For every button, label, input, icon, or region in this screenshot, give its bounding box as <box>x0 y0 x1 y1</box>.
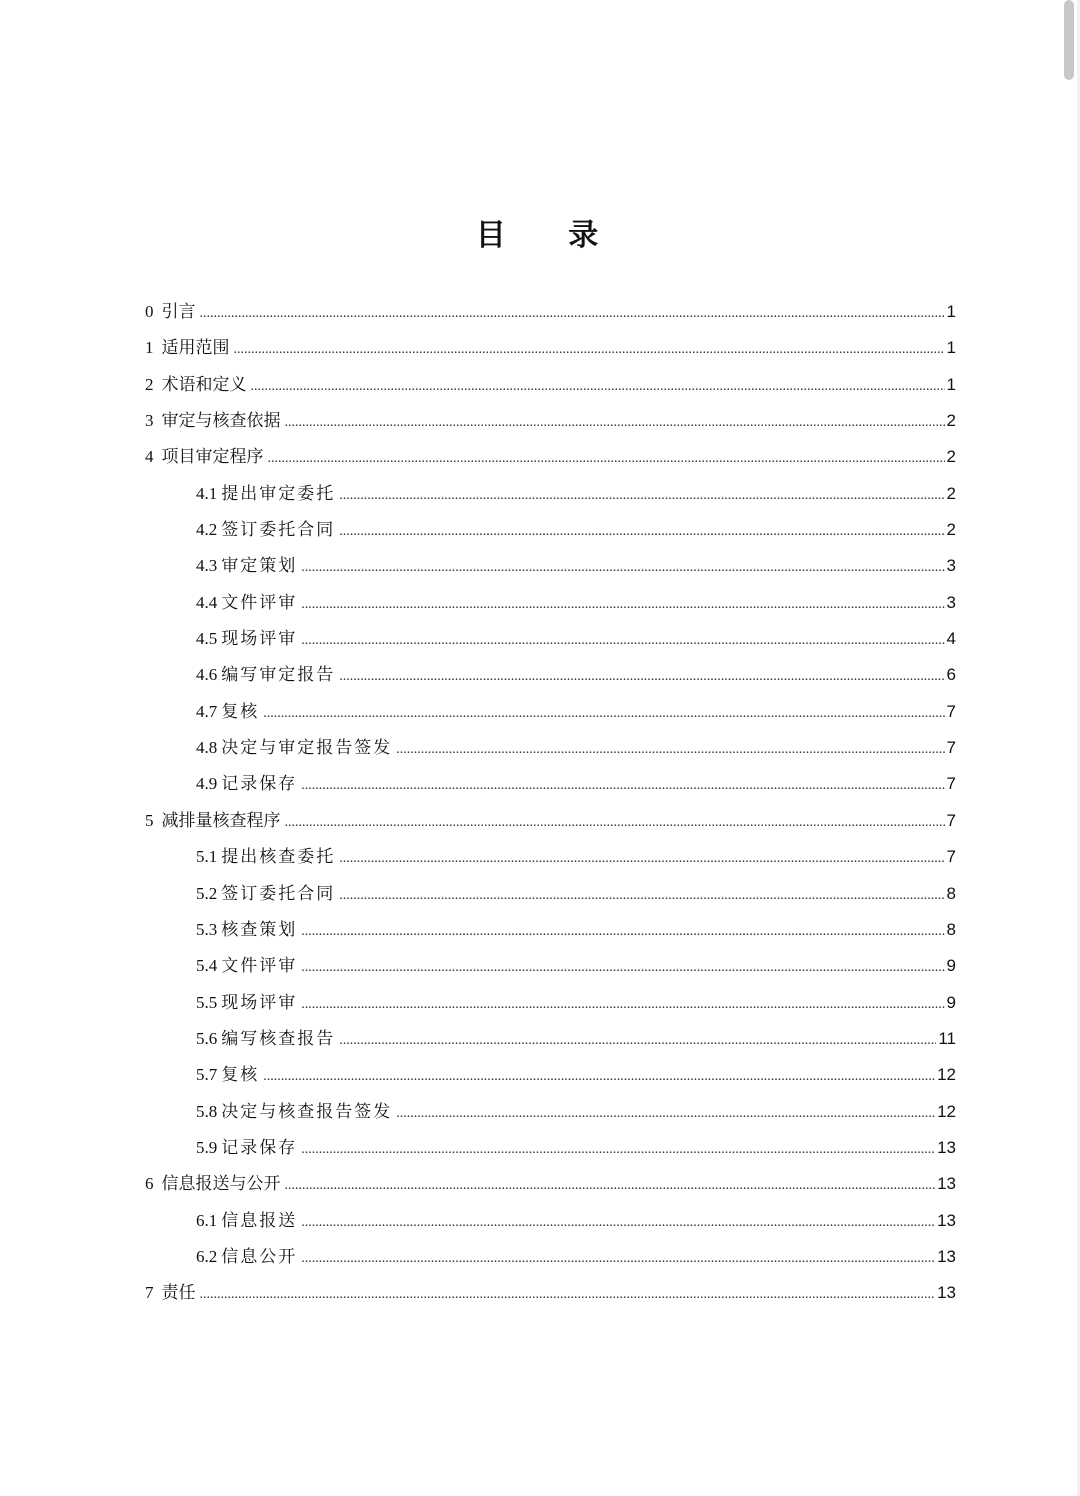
toc-entry-page: 7 <box>946 810 956 830</box>
toc-entry-page: 7 <box>946 847 956 867</box>
toc-entry[interactable] <box>196 621 956 657</box>
toc-entry-label: 签订委托合同 <box>221 520 336 541</box>
toc-leader-dots <box>251 369 945 405</box>
toc-entry-page: 13 <box>937 1210 956 1230</box>
toc-entry-number: 6 <box>145 1174 154 1194</box>
toc-entry[interactable] <box>196 1239 956 1275</box>
toc-entry-page: 2 <box>946 520 956 540</box>
toc-entry-label: 审定与核查依据 <box>161 411 281 432</box>
toc-entry[interactable] <box>196 1021 956 1057</box>
toc-entry[interactable] <box>196 1057 956 1093</box>
toc-entry[interactable] <box>196 912 956 948</box>
toc-entry-page: 11 <box>938 1028 956 1048</box>
toc-entry-page: 13 <box>937 1283 956 1303</box>
toc-entry-label: 复核 <box>221 1065 260 1086</box>
toc-entry-label: 信息报送 <box>221 1210 298 1231</box>
toc-leader-dots <box>301 1132 935 1168</box>
toc-entry-number: 1 <box>145 338 154 358</box>
toc-leader-dots <box>301 987 944 1023</box>
toc-title: 目 录 <box>475 218 625 253</box>
toc-entry-page: 8 <box>946 883 956 903</box>
toc-entry-number: 3 <box>145 411 154 431</box>
toc-entry-label: 提出核查委托 <box>221 847 336 868</box>
toc-leader-dots <box>234 332 945 368</box>
toc-leader-dots <box>339 659 944 695</box>
toc-entry-label: 文件评审 <box>221 956 298 977</box>
toc-entry[interactable] <box>145 294 956 330</box>
toc-leader-dots <box>339 878 944 914</box>
toc-entry-page: 2 <box>946 411 956 431</box>
toc-entry-label: 信息报送与公开 <box>161 1174 281 1195</box>
toc-entry-label: 术语和定义 <box>161 374 247 395</box>
toc-entry-page: 1 <box>946 302 956 321</box>
toc-entry-number: 7 <box>145 1283 154 1303</box>
toc-entry[interactable] <box>145 330 956 366</box>
toc-entry-label: 现场评审 <box>221 992 298 1013</box>
toc-entry-page: 13 <box>937 1246 956 1266</box>
toc-entry[interactable] <box>196 985 956 1021</box>
toc-entry-number: 4.3 <box>196 556 218 576</box>
toc-entry-page: 13 <box>937 1174 956 1194</box>
toc-entry-page: 8 <box>946 919 956 939</box>
toc-entry-label: 现场评审 <box>221 629 298 650</box>
toc-entry-number: 5.7 <box>196 1065 218 1085</box>
toc-entry-number: 0 <box>145 302 154 321</box>
toc-entry-page: 3 <box>946 556 956 576</box>
toc-entry[interactable] <box>196 585 956 621</box>
toc-leader-dots <box>339 478 944 514</box>
toc-entry[interactable] <box>196 548 956 584</box>
table-of-contents <box>0 294 1080 1312</box>
toc-entry-label: 记录保存 <box>221 1137 298 1158</box>
toc-leader-dots <box>263 696 944 732</box>
toc-entry-label: 编写核查报告 <box>221 1028 336 1049</box>
toc-leader-dots <box>339 514 944 550</box>
toc-leader-dots <box>339 1023 936 1059</box>
toc-entry-label: 编写审定报告 <box>221 665 336 686</box>
toc-entry-page: 12 <box>937 1065 956 1085</box>
toc-entry-label: 提出审定委托 <box>221 483 336 504</box>
toc-entry-label: 引言 <box>161 302 196 322</box>
toc-entry[interactable] <box>196 694 956 730</box>
toc-entry-number: 4.6 <box>196 665 218 685</box>
toc-entry-number: 6.1 <box>196 1210 218 1230</box>
toc-entry-label: 决定与核查报告签发 <box>221 1101 393 1122</box>
toc-entry-page: 4 <box>946 629 956 649</box>
toc-leader-dots <box>396 732 944 768</box>
toc-entry-label: 记录保存 <box>221 774 298 795</box>
toc-leader-dots <box>301 950 944 986</box>
toc-entry[interactable] <box>145 803 956 839</box>
toc-entry[interactable] <box>196 766 956 802</box>
toc-entry-number: 5.6 <box>196 1028 218 1048</box>
toc-leader-dots <box>396 1096 935 1132</box>
toc-entry-page: 9 <box>946 992 956 1012</box>
toc-entry[interactable] <box>196 948 956 984</box>
toc-leader-dots <box>339 841 944 877</box>
toc-leader-dots <box>301 623 944 659</box>
toc-entry-page: 3 <box>946 592 956 612</box>
toc-entry-label: 适用范围 <box>161 338 230 359</box>
toc-entry[interactable] <box>145 439 956 475</box>
toc-entry-number: 2 <box>145 374 154 394</box>
toc-entry[interactable] <box>196 1130 956 1166</box>
toc-entry-number: 5.8 <box>196 1101 218 1121</box>
toc-entry[interactable] <box>196 657 956 693</box>
toc-entry[interactable] <box>145 1166 956 1202</box>
toc-leader-dots <box>301 550 944 586</box>
toc-entry-number: 5 <box>145 810 154 830</box>
toc-leader-dots <box>301 1205 935 1241</box>
toc-entry-number: 5.9 <box>196 1137 218 1157</box>
toc-leader-dots <box>200 1277 936 1313</box>
toc-entry-number: 4.9 <box>196 774 218 794</box>
toc-entry-label: 核查策划 <box>221 919 298 940</box>
toc-entry-number: 4 <box>145 447 154 467</box>
toc-leader-dots <box>200 296 945 332</box>
toc-entry-page: 2 <box>946 447 956 467</box>
toc-entry-label: 项目审定程序 <box>161 447 264 468</box>
toc-leader-dots <box>301 1241 935 1277</box>
toc-leader-dots <box>285 1168 936 1204</box>
toc-entry-number: 4.4 <box>196 592 218 612</box>
toc-entry-label: 信息公开 <box>221 1246 298 1267</box>
toc-entry-number: 5.3 <box>196 919 218 939</box>
toc-entry-page: 6 <box>946 665 956 685</box>
toc-entry[interactable] <box>196 476 956 512</box>
toc-entry[interactable] <box>196 1203 956 1239</box>
toc-leader-dots <box>268 441 945 477</box>
toc-entry-page: 12 <box>937 1101 956 1121</box>
toc-entry-label: 签订委托合同 <box>221 883 336 904</box>
toc-entry-number: 5.5 <box>196 992 218 1012</box>
toc-entry-label: 审定策划 <box>221 556 298 577</box>
toc-leader-dots <box>285 405 945 441</box>
toc-entry-number: 4.1 <box>196 483 218 503</box>
toc-entry[interactable] <box>145 367 956 403</box>
scrollbar-thumb[interactable] <box>1064 0 1074 80</box>
toc-entry[interactable] <box>145 403 956 439</box>
toc-entry-number: 6.2 <box>196 1246 218 1266</box>
toc-entry-label: 责任 <box>161 1283 196 1304</box>
toc-entry[interactable] <box>145 1275 956 1311</box>
toc-entry-label: 复核 <box>221 701 260 722</box>
toc-entry-number: 4.2 <box>196 520 218 540</box>
toc-leader-dots <box>301 914 944 950</box>
toc-entry-page: 7 <box>946 774 956 794</box>
toc-entry-label: 减排量核查程序 <box>161 810 281 831</box>
toc-entry-label: 决定与审定报告签发 <box>221 738 393 759</box>
toc-entry-number: 5.4 <box>196 956 218 976</box>
toc-leader-dots <box>301 587 944 623</box>
toc-entry-number: 4.8 <box>196 738 218 758</box>
toc-entry-number: 4.7 <box>196 701 218 721</box>
toc-entry-page: 9 <box>946 956 956 976</box>
toc-entry-page: 2 <box>946 483 956 503</box>
toc-leader-dots <box>263 1059 935 1095</box>
toc-entry-page: 7 <box>946 738 956 758</box>
toc-entry-number: 4.5 <box>196 629 218 649</box>
toc-entry[interactable] <box>196 876 956 912</box>
toc-entry[interactable] <box>196 512 956 548</box>
toc-entry-number: 5.2 <box>196 883 218 903</box>
toc-entry[interactable] <box>196 1094 956 1130</box>
toc-entry-page: 7 <box>946 701 956 721</box>
toc-entry-page: 1 <box>946 374 956 394</box>
toc-entry-number: 5.1 <box>196 847 218 867</box>
toc-entry-page: 1 <box>946 338 956 358</box>
toc-entry[interactable] <box>196 730 956 766</box>
toc-entry[interactable] <box>196 839 956 875</box>
toc-entry-page: 13 <box>937 1137 956 1157</box>
toc-leader-dots <box>285 805 945 841</box>
toc-leader-dots <box>301 768 944 804</box>
toc-entry-label: 文件评审 <box>221 592 298 613</box>
